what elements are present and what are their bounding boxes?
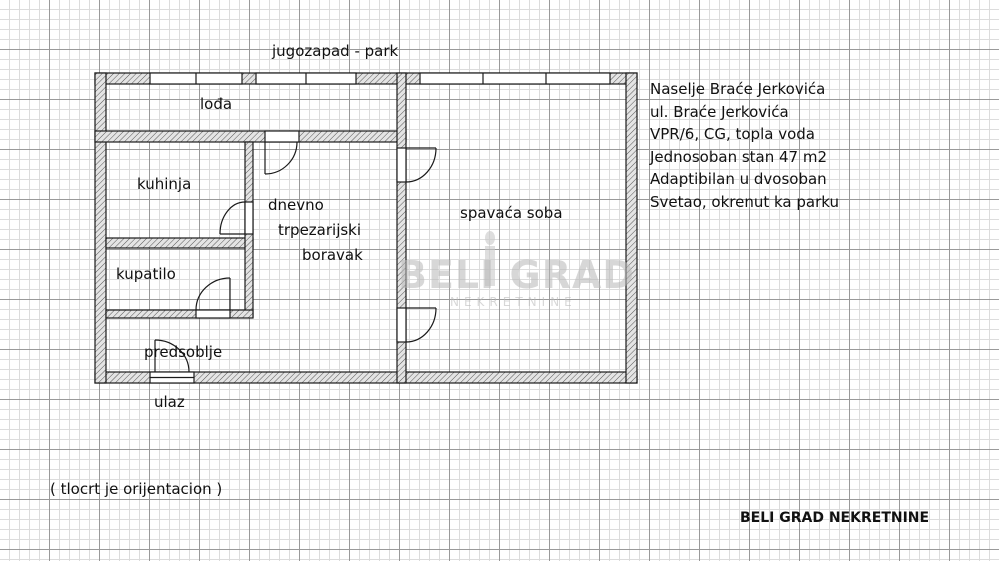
room-label-predsoblje: predsoblje bbox=[144, 343, 223, 361]
watermark bbox=[398, 255, 635, 309]
info-line: ul. Braće Jerkovića bbox=[650, 102, 789, 121]
agency-name: BELI GRAD NEKRETNINE bbox=[740, 510, 930, 526]
window-bedroom bbox=[420, 73, 610, 84]
info-line: VPR/6, CG, topla voda bbox=[650, 125, 815, 143]
orientation-label: jugozapad - park bbox=[272, 42, 399, 60]
wall-kitchen-bath bbox=[106, 238, 253, 248]
room-label-kupatilo: kupatilo bbox=[116, 265, 176, 283]
door-bathroom bbox=[196, 278, 230, 318]
watermark-sub: NEKRETNINE bbox=[450, 295, 577, 309]
watermark-main: BELI GRAD bbox=[398, 253, 635, 297]
walls bbox=[95, 73, 637, 383]
door-bedroom-upper bbox=[397, 148, 436, 182]
wall-bath-bottom bbox=[106, 310, 253, 318]
listing-info bbox=[650, 78, 839, 213]
outer-wall-right bbox=[626, 73, 637, 383]
room-label-kuhinja: kuhinja bbox=[137, 175, 192, 193]
info-line: Jednosoban stan 47 m2 bbox=[650, 147, 828, 166]
room-label-spavaca: spavaća soba bbox=[460, 204, 563, 222]
room-label-dnevno-2: trpezarijski bbox=[278, 221, 362, 239]
info-line: Svetao, okrenut ka parku bbox=[650, 192, 840, 211]
room-label-dnevno-1: dnevno bbox=[268, 196, 324, 214]
info-line: Adaptibilan u dvosoban bbox=[650, 170, 827, 188]
entrance-label: ulaz bbox=[154, 393, 185, 411]
door-kitchen bbox=[220, 202, 253, 234]
outer-wall-left bbox=[95, 73, 106, 383]
info-line: Naselje Braće Jerkovića bbox=[650, 80, 826, 98]
room-label-lodja: lođa bbox=[200, 95, 233, 113]
wall-loggia-bottom bbox=[95, 131, 406, 142]
door-living-room bbox=[265, 131, 299, 174]
disclaimer: ( tlocrt je orijentacion ) bbox=[50, 480, 223, 498]
room-label-dnevno-3: boravak bbox=[302, 246, 363, 264]
door-bedroom-lower bbox=[397, 308, 436, 342]
